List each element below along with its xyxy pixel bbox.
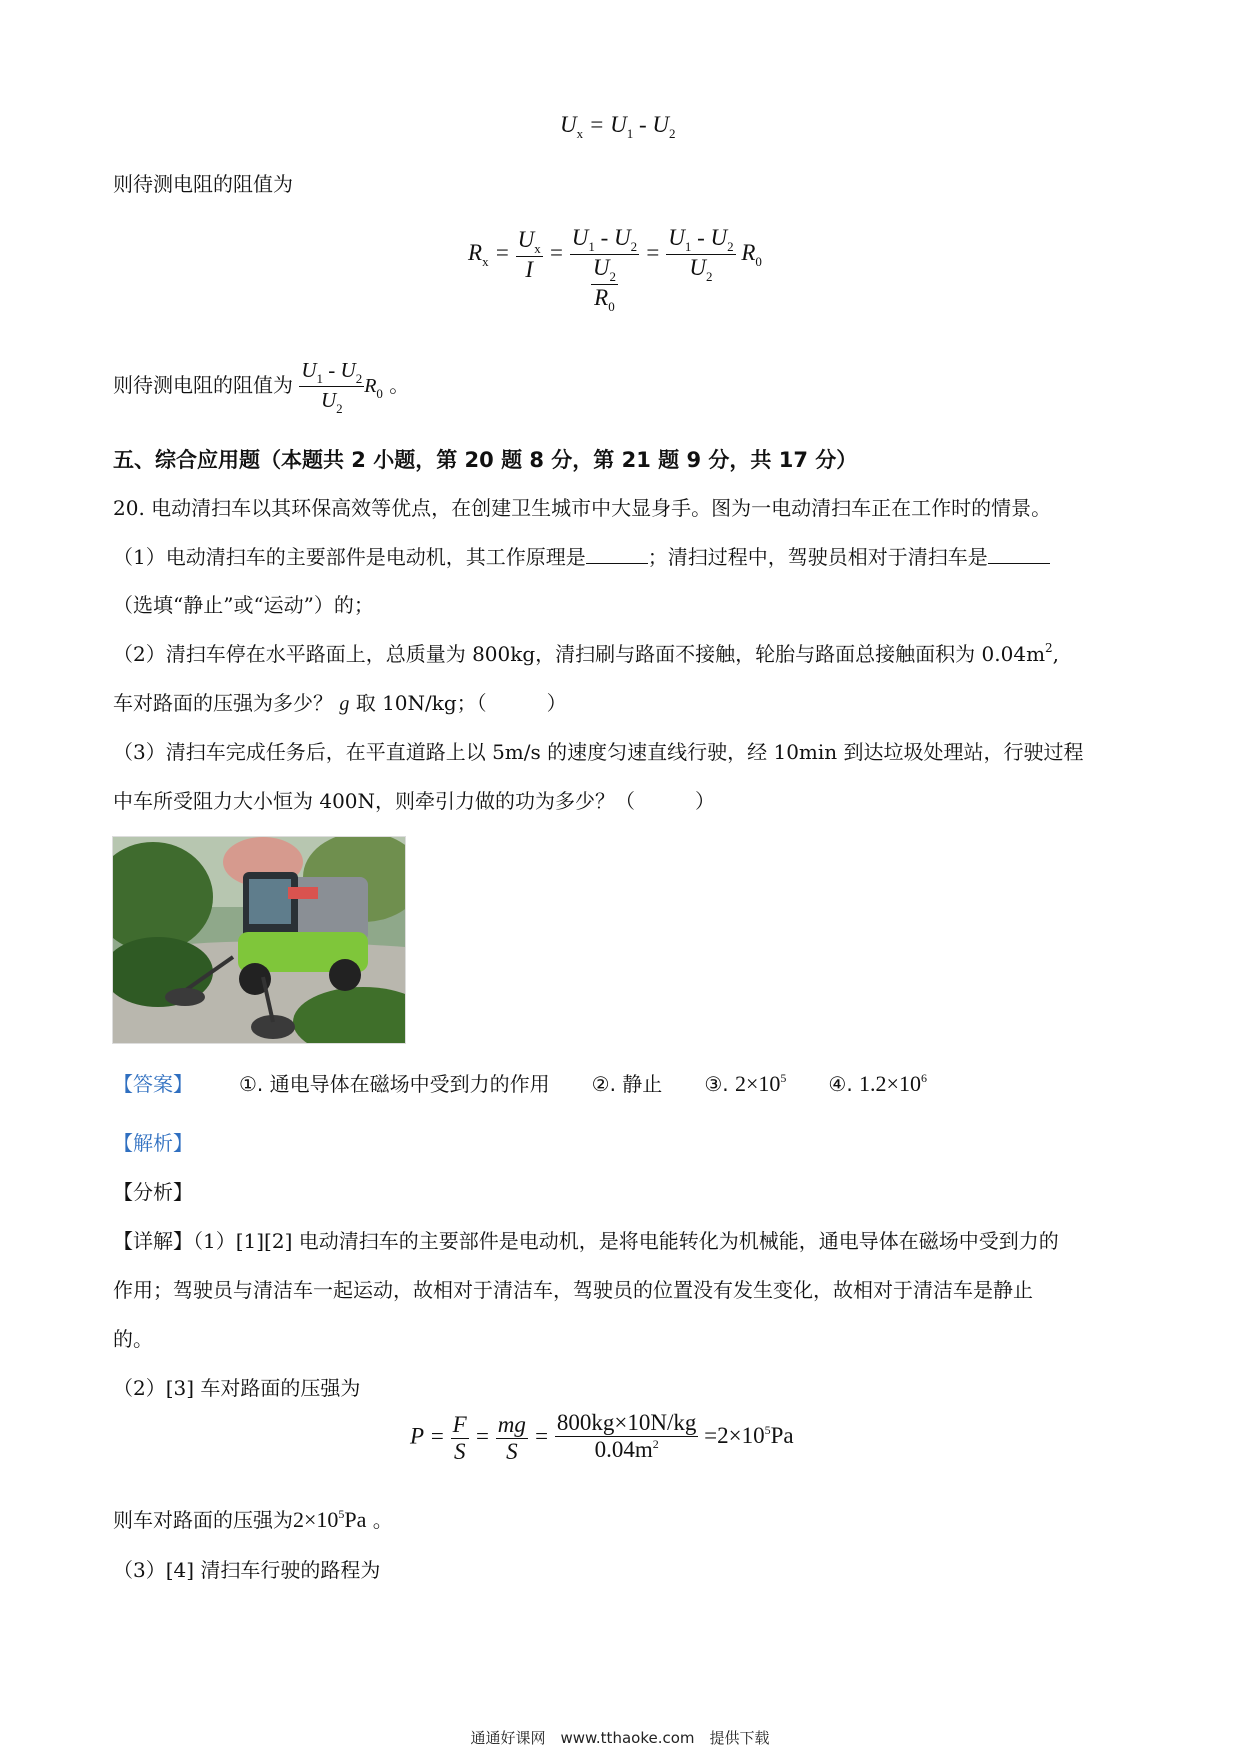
footer-text: 通通好课网 www.tthaoke.com 提供下载 (470, 1729, 770, 1747)
question-20-stem: 20. 电动清扫车以其环保高效等优点，在创建卫生城市中大显身手。图为一电动清扫车正在工作时的情景。 (113, 496, 1052, 520)
text-resistance-intro: 则待测电阻的阻值为 (113, 172, 293, 196)
part2-text-c: 取 10N/kg；（ ） (355, 691, 567, 715)
question-20-part2: （2）清扫车停在水平路面上，总质量为 800kg，清扫刷与路面不接触，轮胎与路面总接触面积为 $0.04m^2$, (113, 641, 1060, 666)
question-20-part1 (113, 543, 1050, 571)
detail-text-1: （1）[1][2] 电动清扫车的主要部件是电动机，是将电能转化为机械能，通电导体在磁场中受到力的 (193, 1229, 1059, 1253)
answer-3-label: ③. (704, 1072, 729, 1096)
section-heading: 五、综合应用题（本题共 2 小题，第 20 题 8 分，第 21 题 9 分，共 17 分） (113, 448, 858, 472)
answer-4-label: ④. (828, 1072, 853, 1096)
part1-text-b: ；清扫过程中，驾驶员相对于清扫车是 (647, 545, 988, 569)
question-20-part3-cont: 中车所受阻力大小恒为 400N，则牵引力做的功为多少？（ ） (113, 789, 716, 813)
sweeper-photo (112, 836, 406, 1044)
answer-blank-2[interactable] (988, 545, 1050, 564)
detail-line-5: 则车对路面的压强为$2\times 10^5Pa$ 。 (113, 1507, 393, 1532)
pressure-result-label: 则车对路面的压强为 (113, 1508, 293, 1532)
equation-rx: $R_x$ = $\frac{U_x}{I}$ = $\frac{U_1 - U_2}{\frac{U_2}{R_0}}$ = $\frac{U_1 - U_2}{U_2}$ $R_0$ (468, 225, 762, 314)
part2-text-a: （2）清扫车停在水平路面上，总质量为 800kg，清扫刷与路面不接触，轮胎与路面总接触面积为 0.04m (113, 642, 1046, 666)
detail-line-3: 的。 (113, 1327, 153, 1351)
question-20-part1-cont: （选填“静止”或“运动”）的； (113, 593, 374, 617)
resistance-fraction: $\frac{U_1 - U_2}{U_2}$ (301, 358, 363, 416)
resistance-result-label: 则待测电阻的阻值为 (113, 373, 293, 397)
fenxi-tag: 【分析】 (113, 1180, 193, 1204)
equation-ux: $U_x = U_1 - U_2$ (560, 112, 676, 141)
part2-text-b: 车对路面的压强为多少？ (113, 691, 333, 715)
answer-3-value: $2\times 10^5$ (734, 1071, 787, 1096)
analysis-tag: 【解析】 (113, 1131, 193, 1155)
detail-line-2: 作用；驾驶员与清洁车一起运动，故相对于清洁车，驾驶员的位置没有发生变化，故相对于清洁车是静止 (113, 1278, 1033, 1302)
answer-row (113, 1070, 927, 1101)
detail-tag: 【详解】 (113, 1229, 193, 1253)
question-20-part3: （3）清扫车完成任务后，在平直道路上以 5m/s 的速度匀速直线行驶，经 10min 到达垃圾处理站，行驶过程 (113, 740, 1084, 764)
answer-2: ②. 静止 (591, 1072, 663, 1096)
question-20-part2-cont: 车对路面的压强为多少？ g 取 10N/kg；（ ） (113, 691, 567, 715)
part1-text-a: （1）电动清扫车的主要部件是电动机，其工作原理是 (113, 545, 586, 569)
detail-line-4: （2）[3] 车对路面的压强为 (113, 1376, 361, 1400)
answer-tag: 【答案】 (113, 1072, 193, 1096)
answer-blank-1[interactable] (586, 545, 648, 564)
text-resistance-result: 则待测电阻的阻值为 $\frac{U_1 - U_2}{U_2}$ $R_0$ 。 (113, 358, 410, 416)
answer-1: ①. 通电导体在磁场中受到力的作用 (239, 1072, 550, 1096)
detail-line-1 (113, 1227, 1059, 1255)
equation-pressure: P = $\frac{F}{S}$ = $\frac{mg}{S}$ = $\frac{800kg\times 10N/kg}{0.04m^2}$ $=2\times 10^5Pa$ (410, 1410, 794, 1464)
answer-4-value: $1.2\times 10^6$ (859, 1071, 927, 1096)
detail-line-6: （3）[4] 清扫车行驶的路程为 (113, 1558, 381, 1582)
